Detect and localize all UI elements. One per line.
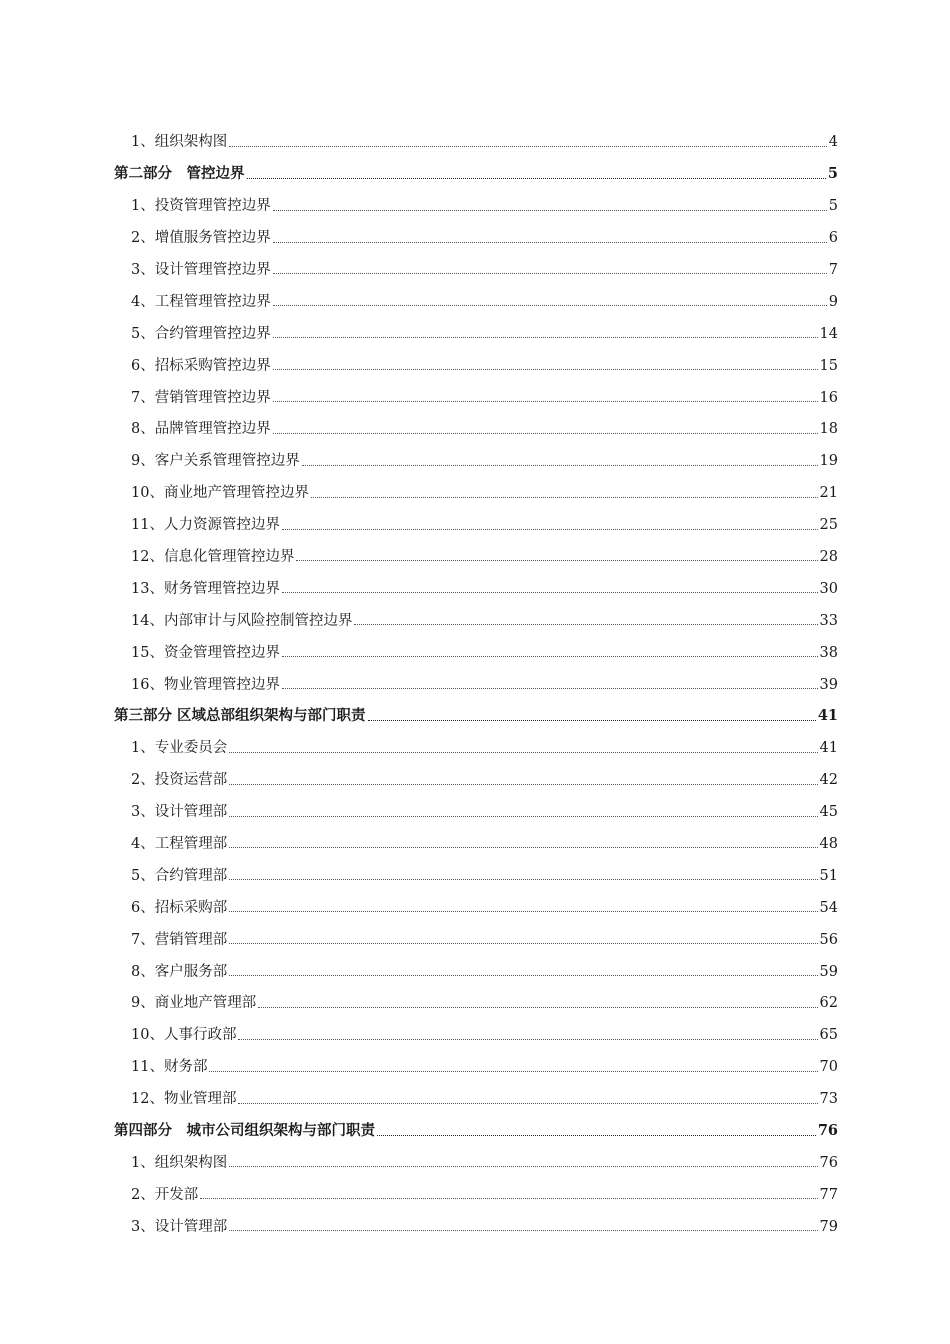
toc-dot-leader xyxy=(229,751,817,753)
toc-entry-label: 7、营销管理管控边界 xyxy=(131,389,271,406)
toc-entry-label: 1、组织架构图 xyxy=(131,134,228,151)
toc-entry[interactable] xyxy=(114,182,838,214)
toc-entry-page-number: 76 xyxy=(819,1154,838,1171)
toc-entry-label: 3、设计管理部 xyxy=(131,804,228,821)
toc-entry[interactable] xyxy=(114,851,838,883)
toc-entry-page-number: 18 xyxy=(819,421,838,438)
toc-dot-leader xyxy=(229,1165,817,1167)
toc-entry[interactable] xyxy=(114,1043,838,1075)
toc-dot-leader xyxy=(368,719,816,721)
toc-entry-label: 3、设计管理管控边界 xyxy=(131,261,271,278)
toc-entry-label: 4、工程管理管控边界 xyxy=(131,293,271,310)
toc-dot-leader xyxy=(229,783,817,785)
toc-dot-leader xyxy=(229,942,817,944)
toc-entry-label: 10、人事行政部 xyxy=(131,1027,237,1044)
toc-entry[interactable] xyxy=(114,628,838,660)
toc-entry-page-number: 65 xyxy=(819,1027,838,1044)
toc-entry-label: 2、投资运营部 xyxy=(131,772,228,789)
toc-entry-label: 14、内部审计与风险控制管控边界 xyxy=(131,612,353,629)
toc-entry-page-number: 25 xyxy=(819,517,838,534)
toc-entry[interactable] xyxy=(114,596,838,628)
toc-dot-leader xyxy=(200,1197,817,1199)
toc-entry[interactable] xyxy=(114,246,838,278)
toc-dot-leader xyxy=(354,623,817,625)
toc-entry-label: 6、招标采购部 xyxy=(131,899,228,916)
toc-dot-leader xyxy=(229,878,817,880)
toc-entry-page-number: 41 xyxy=(819,740,838,757)
toc-dot-leader xyxy=(238,1102,817,1104)
toc-entry[interactable] xyxy=(114,373,838,405)
toc-entry-label: 10、商业地产管理管控边界 xyxy=(131,485,309,502)
toc-entry-label: 12、信息化管理管控边界 xyxy=(131,548,295,565)
toc-dot-leader xyxy=(229,846,817,848)
toc-entry[interactable] xyxy=(114,947,838,979)
table-of-contents xyxy=(114,118,838,1234)
toc-entry-page-number: 9 xyxy=(828,293,838,310)
toc-entry-page-number: 19 xyxy=(819,453,838,470)
toc-entry-label: 1、组织架构图 xyxy=(131,1154,228,1171)
toc-entry-page-number: 38 xyxy=(819,644,838,661)
toc-entry-page-number: 5 xyxy=(827,165,838,183)
toc-entry-label: 6、招标采购管控边界 xyxy=(131,357,271,374)
toc-entry-label: 5、合约管理管控边界 xyxy=(131,325,271,342)
toc-entry-label: 16、物业管理管控边界 xyxy=(131,676,280,693)
toc-entry[interactable] xyxy=(114,405,838,437)
toc-dot-leader xyxy=(282,655,818,657)
toc-entry-label: 15、资金管理管控边界 xyxy=(131,644,280,661)
toc-entry-label: 第二部分 管控边界 xyxy=(114,165,245,183)
toc-entry-label: 4、工程管理部 xyxy=(131,835,228,852)
toc-section-entry[interactable] xyxy=(114,692,838,724)
toc-entry-page-number: 76 xyxy=(817,1122,838,1139)
toc-entry-label: 第三部分 区域总部组织架构与部门职责 xyxy=(114,707,366,725)
toc-entry-page-number: 41 xyxy=(817,707,838,725)
toc-entry-page-number: 28 xyxy=(819,548,838,565)
toc-dot-leader xyxy=(296,559,817,561)
toc-entry[interactable] xyxy=(114,1011,838,1043)
toc-dot-leader xyxy=(273,368,818,370)
toc-entry[interactable] xyxy=(114,214,838,246)
toc-entry[interactable] xyxy=(114,118,838,150)
toc-dot-leader xyxy=(282,591,818,593)
toc-entry[interactable] xyxy=(114,437,838,469)
toc-entry-page-number: 62 xyxy=(819,995,838,1012)
toc-entry[interactable] xyxy=(114,788,838,820)
toc-entry[interactable] xyxy=(114,660,838,692)
toc-entry[interactable] xyxy=(114,533,838,565)
toc-entry[interactable] xyxy=(114,1075,838,1107)
toc-dot-leader xyxy=(238,1038,817,1040)
toc-dot-leader xyxy=(282,687,818,689)
toc-entry-page-number: 4 xyxy=(828,134,838,151)
toc-dot-leader xyxy=(209,1070,817,1072)
toc-entry[interactable] xyxy=(114,309,838,341)
toc-entry-page-number: 42 xyxy=(819,772,838,789)
toc-entry-page-number: 54 xyxy=(819,899,838,916)
toc-dot-leader xyxy=(229,974,817,976)
toc-dot-leader xyxy=(229,910,817,912)
toc-dot-leader xyxy=(247,177,826,179)
toc-entry-label: 3、设计管理部 xyxy=(131,1218,228,1235)
toc-entry-page-number: 59 xyxy=(819,963,838,980)
toc-entry-label: 12、物业管理部 xyxy=(131,1091,237,1108)
toc-entry[interactable] xyxy=(114,915,838,947)
toc-dot-leader xyxy=(229,815,817,817)
toc-entry-label: 9、商业地产管理部 xyxy=(131,995,257,1012)
toc-entry-label: 9、客户关系管理管控边界 xyxy=(131,453,300,470)
toc-entry-page-number: 73 xyxy=(819,1091,838,1108)
toc-entry-page-number: 5 xyxy=(828,198,838,215)
toc-entry-page-number: 16 xyxy=(819,389,838,406)
toc-entry-page-number: 79 xyxy=(819,1218,838,1235)
toc-entry-label: 13、财务管理管控边界 xyxy=(131,580,280,597)
toc-entry-label: 8、客户服务部 xyxy=(131,963,228,980)
toc-entry-label: 11、财务部 xyxy=(131,1059,208,1076)
toc-entry-page-number: 33 xyxy=(819,612,838,629)
toc-entry-label: 1、投资管理管控边界 xyxy=(131,198,271,215)
toc-entry[interactable] xyxy=(114,724,838,756)
toc-entry[interactable] xyxy=(114,1202,838,1234)
toc-dot-leader xyxy=(273,304,827,306)
toc-entry-label: 1、专业委员会 xyxy=(131,740,228,757)
toc-entry[interactable] xyxy=(114,979,838,1011)
toc-entry[interactable] xyxy=(114,501,838,533)
toc-entry-label: 7、营销管理部 xyxy=(131,931,228,948)
toc-entry-page-number: 7 xyxy=(828,261,838,278)
toc-dot-leader xyxy=(273,209,827,211)
toc-entry-label: 2、开发部 xyxy=(131,1186,199,1203)
toc-entry-page-number: 21 xyxy=(819,485,838,502)
toc-entry[interactable] xyxy=(114,469,838,501)
toc-entry-page-number: 77 xyxy=(819,1186,838,1203)
toc-dot-leader xyxy=(311,496,818,498)
toc-dot-leader xyxy=(258,1006,817,1008)
toc-entry[interactable] xyxy=(114,883,838,915)
toc-entry-page-number: 70 xyxy=(819,1059,838,1076)
toc-entry-label: 8、品牌管理管控边界 xyxy=(131,421,271,438)
toc-dot-leader xyxy=(273,432,818,434)
toc-section-entry[interactable] xyxy=(114,1107,838,1139)
toc-entry-page-number: 6 xyxy=(828,230,838,247)
toc-dot-leader xyxy=(302,464,818,466)
toc-entry-page-number: 15 xyxy=(819,357,838,374)
toc-section-entry[interactable] xyxy=(114,150,838,182)
toc-entry[interactable] xyxy=(114,1139,838,1171)
toc-entry-page-number: 14 xyxy=(819,325,838,342)
toc-entry-label: 2、增值服务管控边界 xyxy=(131,230,271,247)
toc-dot-leader xyxy=(273,272,827,274)
toc-entry[interactable] xyxy=(114,341,838,373)
toc-dot-leader xyxy=(377,1134,816,1136)
toc-entry-page-number: 30 xyxy=(819,580,838,597)
toc-dot-leader xyxy=(229,1229,817,1231)
toc-entry-label: 5、合约管理部 xyxy=(131,867,228,884)
toc-dot-leader xyxy=(273,400,818,402)
toc-entry-page-number: 51 xyxy=(819,867,838,884)
toc-entry[interactable] xyxy=(114,1170,838,1202)
toc-dot-leader xyxy=(273,241,827,243)
toc-dot-leader xyxy=(229,145,827,147)
toc-dot-leader xyxy=(282,528,818,530)
toc-entry-page-number: 39 xyxy=(819,676,838,693)
toc-entry-page-number: 45 xyxy=(819,804,838,821)
toc-entry[interactable] xyxy=(114,820,838,852)
toc-entry[interactable] xyxy=(114,277,838,309)
toc-entry-label: 第四部分 城市公司组织架构与部门职责 xyxy=(114,1122,375,1139)
toc-entry[interactable] xyxy=(114,756,838,788)
toc-entry[interactable] xyxy=(114,564,838,596)
toc-entry-page-number: 56 xyxy=(819,931,838,948)
toc-entry-label: 11、人力资源管控边界 xyxy=(131,517,280,534)
toc-entry-page-number: 48 xyxy=(819,835,838,852)
toc-dot-leader xyxy=(273,336,818,338)
